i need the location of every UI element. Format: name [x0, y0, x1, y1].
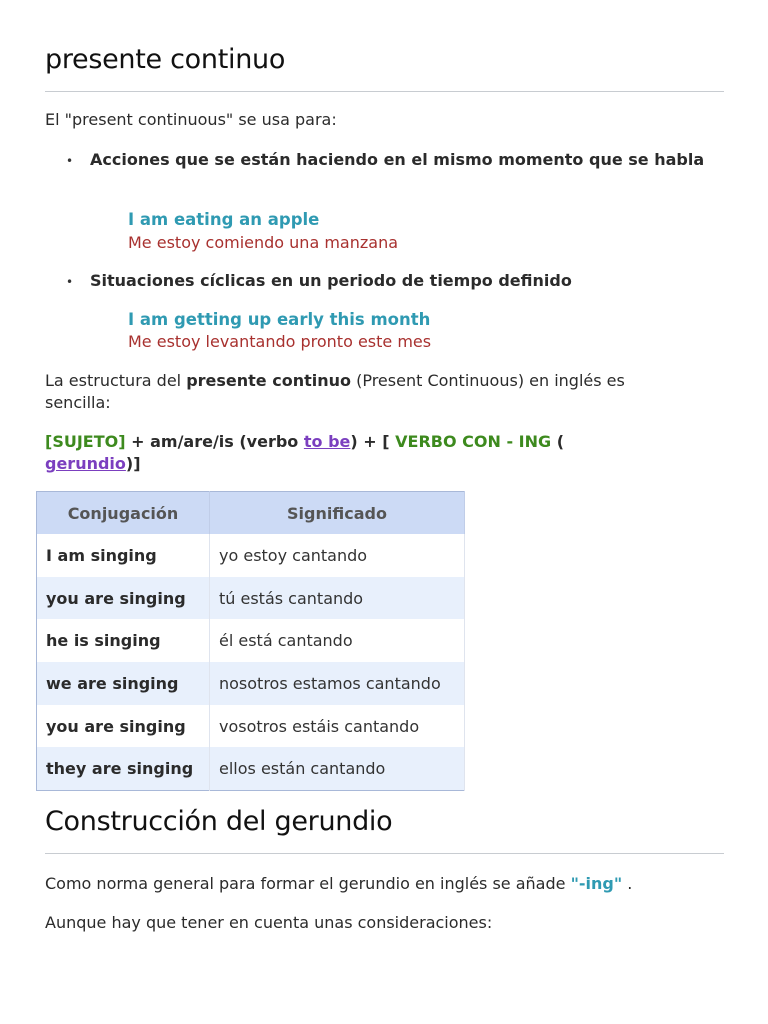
- table-cell-meaning: nosotros estamos cantando: [210, 662, 465, 705]
- table-row: [37, 619, 465, 662]
- bullet-dot: •: [66, 275, 74, 289]
- table-row: [37, 577, 465, 620]
- table-cell-conjugation: I am singing: [37, 534, 210, 577]
- table-cell-meaning: tú estás cantando: [210, 577, 465, 620]
- table-header-conjugacion: Conjugación: [37, 492, 210, 535]
- bullet-dot: •: [66, 154, 74, 168]
- formula-mid2: ) + [: [350, 432, 396, 451]
- example-spanish-2: Me estoy levantando pronto este mes: [128, 332, 432, 351]
- formula-end: )]: [125, 454, 141, 473]
- structure-paragraph: [45, 370, 685, 414]
- structure-text-post: (Present Continuous) en inglés es sencilla:: [45, 371, 625, 412]
- table-cell-conjugation: he is singing: [37, 619, 210, 662]
- to-be-link[interactable]: to be: [303, 432, 351, 451]
- formula-verb: VERBO CON - ING: [395, 432, 552, 451]
- example-english-2: I am getting up early this month: [128, 310, 431, 329]
- table-cell-meaning: ellos están cantando: [210, 747, 465, 790]
- formula-mid3: (: [551, 432, 565, 451]
- example-spanish-1: Me estoy comiendo una manzana: [128, 233, 399, 252]
- conjugation-table: [36, 491, 465, 791]
- table-cell-conjugation: you are singing: [37, 705, 210, 748]
- table-cell-conjugation: we are singing: [37, 662, 210, 705]
- formula-mid1: + am/are/is (verbo: [125, 432, 304, 451]
- gerundio-link[interactable]: gerundio: [45, 454, 126, 473]
- title-divider: [45, 853, 724, 854]
- structure-text-pre: La estructura del: [45, 371, 187, 390]
- table-cell-meaning: él está cantando: [210, 619, 465, 662]
- bullet-item-1: Acciones que se están haciendo en el mismo momento que se habla: [90, 150, 705, 169]
- ing-suffix: "-ing": [570, 874, 623, 893]
- table-cell-meaning: vosotros estáis cantando: [210, 705, 465, 748]
- section-title-presente-continuo: presente continuo: [45, 44, 286, 75]
- section-title-construccion-gerundio: Construcción del gerundio: [45, 806, 393, 837]
- gerund-rule-pre: Como norma general para formar el gerundio en inglés se añade: [45, 874, 571, 893]
- gerund-rule-paragraph: [45, 873, 632, 895]
- table-cell-meaning: yo estoy cantando: [210, 534, 465, 577]
- table-row: [37, 747, 465, 790]
- title-divider: [45, 91, 724, 92]
- table-row: [37, 705, 465, 748]
- formula-line: [45, 431, 605, 475]
- table-row: [37, 662, 465, 705]
- bullet-item-2: Situaciones cíclicas en un periodo de tiempo definido: [90, 271, 572, 290]
- formula-subject: [SUJETO]: [45, 432, 126, 451]
- example-english-1: I am eating an apple: [128, 210, 320, 229]
- structure-text-bold: presente continuo: [186, 371, 351, 390]
- gerund-rule-post: .: [622, 874, 633, 893]
- table-cell-conjugation: they are singing: [37, 747, 210, 790]
- table-row: [37, 534, 465, 577]
- table-cell-conjugation: you are singing: [37, 577, 210, 620]
- table-header-significado: Significado: [210, 492, 465, 535]
- considerations-paragraph: Aunque hay que tener en cuenta unas consideraciones:: [45, 913, 493, 932]
- table-header-row: [37, 492, 465, 535]
- intro-paragraph: El "present continuous" se usa para:: [45, 110, 337, 129]
